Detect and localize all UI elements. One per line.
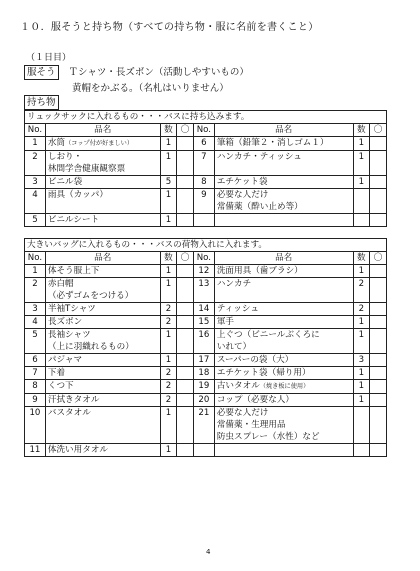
- item-name-line-2: （必ずゴムをつける）: [47, 291, 134, 301]
- item-count: 3: [353, 354, 370, 367]
- item-name: [45, 151, 160, 176]
- check-box: [177, 151, 194, 176]
- item-count: 1: [353, 316, 370, 329]
- item-name: [214, 176, 353, 189]
- day-label: （１日目）: [26, 53, 72, 63]
- item-name-line-2: 林間学舎健康観察票: [47, 164, 126, 174]
- check-box: [177, 137, 194, 151]
- section-heading: １０．服そうと持ち物（すべての持ち物・服に名前を書くこと）: [20, 22, 319, 33]
- item-number: 4: [25, 189, 46, 214]
- empty-cell: [370, 444, 387, 457]
- table-row: [25, 329, 387, 354]
- belongings-label: 持ち物: [24, 95, 59, 110]
- item-count: 1: [160, 407, 177, 444]
- item-count: 1: [353, 265, 370, 278]
- item-name-line-2: いれて）: [216, 342, 252, 352]
- item-name: [214, 137, 353, 151]
- item-number: 16: [193, 329, 214, 354]
- item-name: [214, 189, 353, 214]
- clothes-line-1: Ｔシャツ・長ズボン（活動しやすいもの）: [68, 67, 249, 78]
- item-name-text: エチケット袋（帰り用）: [216, 368, 311, 378]
- table-row: [25, 265, 387, 278]
- item-count: 2: [160, 380, 177, 394]
- item-count: 1: [353, 137, 370, 151]
- item-name: [214, 354, 353, 367]
- item-name-line-2: （上に羽織れるもの）: [47, 342, 134, 352]
- table-row: [25, 214, 387, 227]
- table-row: [25, 367, 387, 380]
- bag-caption: 大きいバッグに入れるもの・・・バスの荷物入れに入れます。: [25, 239, 387, 252]
- item-name-text: 長ズボン: [47, 317, 83, 327]
- table-row: [25, 176, 387, 189]
- item-name-text: ハンカチ・ティッシュ: [216, 152, 302, 162]
- table-row: [25, 354, 387, 367]
- item-name-text: エチケット袋: [216, 177, 268, 187]
- item-number: 6: [25, 354, 46, 367]
- check-box: [370, 176, 387, 189]
- clothes-line-2: 黄帽をかぶる。（名札はいりません）: [72, 83, 229, 94]
- table-row: [25, 444, 387, 457]
- item-name: [45, 265, 160, 278]
- bag-table: [24, 238, 387, 457]
- item-number: 21: [193, 407, 214, 444]
- item-count: 2: [353, 278, 370, 303]
- item-name-text: 軍手: [216, 317, 235, 327]
- item-name: [45, 189, 160, 214]
- col-name: 品名: [214, 252, 353, 265]
- item-name-text: しおり・: [47, 152, 83, 162]
- item-name-text: くつ下: [47, 381, 74, 391]
- col-no: No.: [25, 252, 46, 265]
- empty-cell: [214, 214, 353, 227]
- item-number: 13: [193, 278, 214, 303]
- item-number: 9: [193, 189, 214, 214]
- col-count: 数: [160, 124, 177, 137]
- empty-cell: [370, 214, 387, 227]
- item-name-text: ビニル袋: [47, 177, 83, 187]
- item-count: 1: [160, 354, 177, 367]
- col-no: No.: [25, 124, 46, 137]
- check-box: [370, 367, 387, 380]
- item-name-text: 洗面用具（歯ブラシ）: [216, 266, 303, 276]
- item-number: 15: [193, 316, 214, 329]
- item-count: 1: [160, 214, 177, 227]
- item-name: [45, 278, 160, 303]
- item-count: 2: [160, 316, 177, 329]
- empty-cell: [193, 214, 214, 227]
- empty-cell: [353, 214, 370, 227]
- table-row: [25, 278, 387, 303]
- item-name: [214, 265, 353, 278]
- item-number: 8: [193, 176, 214, 189]
- item-name-text: 下着: [47, 368, 66, 378]
- item-name: [45, 367, 160, 380]
- item-name-text: パジャマ: [47, 355, 83, 365]
- rucksack-table: [24, 110, 387, 227]
- check-box: [370, 278, 387, 303]
- item-name-text: ティッシュ: [216, 304, 259, 314]
- table-row: [25, 137, 387, 151]
- item-name-text: 上ぐつ（ビニールぶくろに: [216, 330, 320, 340]
- item-number: 1: [25, 137, 46, 151]
- item-name: [45, 444, 160, 457]
- check-box: [177, 278, 194, 303]
- item-name: [214, 380, 353, 394]
- col-no: No.: [193, 252, 214, 265]
- item-name: [45, 176, 160, 189]
- check-box: [177, 189, 194, 214]
- item-count: 1: [160, 151, 177, 176]
- check-box: [177, 214, 194, 227]
- item-name-line-2: 常備薬・生理用品: [216, 420, 286, 430]
- item-number: 7: [193, 151, 214, 176]
- check-box: [370, 137, 387, 151]
- check-box: [370, 316, 387, 329]
- item-count: [353, 407, 370, 444]
- item-name: [45, 316, 160, 329]
- item-name: [214, 316, 353, 329]
- empty-cell: [214, 444, 353, 457]
- item-count: 1: [353, 176, 370, 189]
- item-name: [45, 380, 160, 394]
- item-count: 2: [160, 394, 177, 407]
- item-name: [214, 367, 353, 380]
- check-box: [370, 380, 387, 394]
- item-count: 1: [160, 329, 177, 354]
- table-row: [25, 380, 387, 394]
- item-name-text: 雨具（カッパ）: [47, 190, 108, 200]
- item-count: 1: [160, 265, 177, 278]
- item-count: 1: [160, 189, 177, 214]
- check-box: [177, 316, 194, 329]
- check-box: [370, 265, 387, 278]
- col-count: 数: [353, 124, 370, 137]
- item-name-text: 水筒: [47, 138, 66, 148]
- item-name: [214, 151, 353, 176]
- item-number: 3: [25, 303, 46, 316]
- item-name: [45, 394, 160, 407]
- item-name-text: ハンカチ: [216, 279, 252, 289]
- item-name-text: ビニルシート: [47, 215, 100, 225]
- item-number: 2: [25, 278, 46, 303]
- item-name-text: 必要な人だけ: [216, 190, 269, 200]
- col-check: 〇: [370, 124, 387, 137]
- item-name-text: 汗拭きタオル: [47, 395, 100, 405]
- check-box: [370, 303, 387, 316]
- item-number: 17: [193, 354, 214, 367]
- item-note: （焼き板に使用）: [259, 383, 310, 390]
- check-box: [370, 151, 387, 176]
- empty-cell: [193, 444, 214, 457]
- check-box: [177, 444, 194, 457]
- item-name: [214, 278, 353, 303]
- check-box: [177, 394, 194, 407]
- table-row: [25, 407, 387, 444]
- check-box: [370, 407, 387, 444]
- table-row: [25, 394, 387, 407]
- item-note: （コップ付が好ましい）: [65, 140, 134, 147]
- table-row: [25, 151, 387, 176]
- check-box: [177, 303, 194, 316]
- table-row: [25, 316, 387, 329]
- item-name-text: 必要な人だけ: [216, 408, 269, 418]
- item-number: 1: [25, 265, 46, 278]
- clothes-label: 服そう: [24, 65, 59, 80]
- table-header: [25, 124, 387, 137]
- item-number: 19: [193, 380, 214, 394]
- item-name-text: 体洗い用タオル: [47, 445, 109, 455]
- item-name-text: 赤白帽: [47, 279, 74, 289]
- item-number: 8: [25, 380, 46, 394]
- check-box: [370, 329, 387, 354]
- empty-cell: [353, 444, 370, 457]
- item-number: 12: [193, 265, 214, 278]
- item-name-text: 体そう服上下: [47, 266, 100, 276]
- item-name: [214, 394, 353, 407]
- col-no: No.: [193, 124, 214, 137]
- check-box: [370, 189, 387, 214]
- col-count: 数: [160, 252, 177, 265]
- item-count: 1: [353, 151, 370, 176]
- item-count: 2: [353, 303, 370, 316]
- item-name: [45, 407, 160, 444]
- col-count: 数: [353, 252, 370, 265]
- item-name: [45, 303, 160, 316]
- item-count: 5: [160, 176, 177, 189]
- check-box: [177, 407, 194, 444]
- rucksack-caption: リュックサックに入れるもの・・・バスに持ち込みます。: [25, 111, 387, 124]
- item-number: 11: [25, 444, 46, 457]
- item-name: [45, 354, 160, 367]
- col-check: 〇: [177, 124, 194, 137]
- item-name: [45, 137, 160, 151]
- item-name: [214, 407, 353, 444]
- item-number: 9: [25, 394, 46, 407]
- item-number: 10: [25, 407, 46, 444]
- item-count: [353, 189, 370, 214]
- clothes-row: [24, 64, 249, 80]
- item-count: 1: [160, 137, 177, 151]
- check-box: [177, 380, 194, 394]
- item-name-line-2: 常備薬（酔い止め等）: [216, 202, 303, 212]
- item-name-text: 筆箱（鉛筆２・消しゴム１）: [216, 138, 329, 148]
- item-number: 6: [193, 137, 214, 151]
- item-count: 1: [353, 367, 370, 380]
- check-box: [177, 265, 194, 278]
- item-name-text: 古いタオル: [216, 381, 260, 391]
- item-name-text: バスタオル: [47, 408, 91, 418]
- item-name-text: コップ（必要な人）: [216, 395, 294, 405]
- item-number: 7: [25, 367, 46, 380]
- item-number: 5: [25, 329, 46, 354]
- col-check: 〇: [370, 252, 387, 265]
- check-box: [177, 354, 194, 367]
- item-number: 14: [193, 303, 214, 316]
- col-name: 品名: [45, 252, 160, 265]
- item-name: [214, 303, 353, 316]
- check-box: [177, 329, 194, 354]
- col-name: 品名: [214, 124, 353, 137]
- item-name-text: 長袖シャツ: [47, 330, 91, 340]
- item-number: 2: [25, 151, 46, 176]
- item-count: 2: [160, 303, 177, 316]
- item-name: [45, 329, 160, 354]
- item-name-text: スーパーの袋（大）: [216, 355, 294, 365]
- item-count: 1: [353, 394, 370, 407]
- item-number: 5: [25, 214, 46, 227]
- check-box: [370, 354, 387, 367]
- table-row: [25, 189, 387, 214]
- item-count: 1: [160, 278, 177, 303]
- table-header: [25, 252, 387, 265]
- item-number: 3: [25, 176, 46, 189]
- page-number: 4: [206, 548, 211, 556]
- check-box: [177, 367, 194, 380]
- item-count: 1: [160, 444, 177, 457]
- col-check: 〇: [177, 252, 194, 265]
- check-box: [177, 176, 194, 189]
- item-number: 20: [193, 394, 214, 407]
- check-box: [370, 394, 387, 407]
- table-row: [25, 303, 387, 316]
- item-count: 1: [353, 329, 370, 354]
- item-name-text: 半袖Tシャツ: [47, 304, 96, 314]
- item-name-line-3: 防虫スプレー（水性）など: [216, 432, 320, 442]
- item-count: 1: [353, 380, 370, 394]
- col-name: 品名: [45, 124, 160, 137]
- item-number: 4: [25, 316, 46, 329]
- item-count: 2: [160, 367, 177, 380]
- item-number: 18: [193, 367, 214, 380]
- item-name: [214, 329, 353, 354]
- item-name: [45, 214, 160, 227]
